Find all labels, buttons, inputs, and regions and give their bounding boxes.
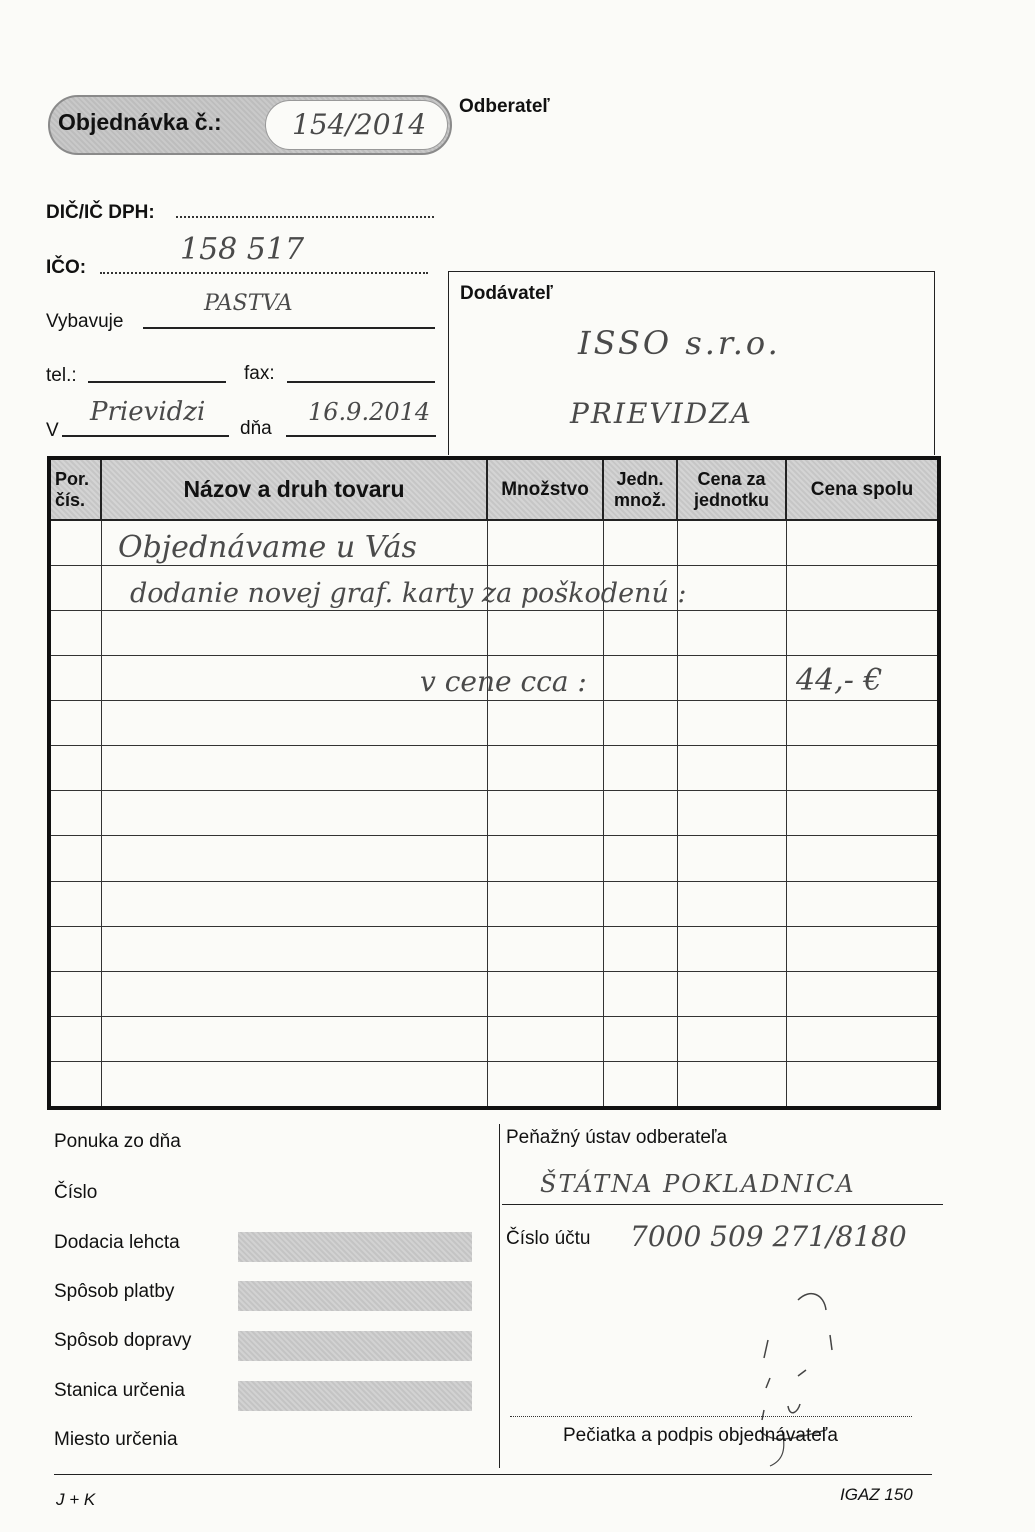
account-value: 7000 509 271/8180 [630,1220,907,1253]
v-label: V [46,420,59,441]
order-title: Objednávka č.: [58,109,222,135]
ponuka-label: Ponuka zo dňa [54,1131,181,1152]
table-row [49,791,939,836]
table-row [49,701,939,746]
supplier-heading: Dodávateľ [460,283,553,304]
table-row [49,971,939,1016]
item-line-3-total: 44,- € [796,663,883,698]
stanica-field [238,1381,472,1411]
bottom-divider [499,1124,500,1468]
tel-label: tel.: [46,365,77,386]
sposob-dopravy-label: Spôsob dopravy [54,1330,192,1351]
table-row [49,1061,939,1108]
supplier-city: PRIEVIDZA [570,397,753,430]
dic-label: DIČ/IČ DPH: [46,202,155,223]
signature-label: Pečiatka a podpis objednávateľa [563,1425,838,1446]
supplier-name: ISSO s.r.o. [578,324,781,362]
bank-value: ŠTÁTNA POKLADNICA [540,1170,856,1198]
table-row [49,881,939,926]
fax-label: fax: [244,363,275,384]
item-line-1: Objednávame u Vás [118,530,417,565]
customer-heading: Odberateľ [459,96,550,117]
footer-right: IGAZ 150 [840,1485,913,1504]
order-number-value: 154/2014 [292,108,427,141]
dna-value: 16.9.2014 [308,398,431,426]
dodacia-label: Dodacia lehcta [54,1232,180,1253]
item-line-3: v cene cca : [420,665,587,698]
col-header-name: Názov a druh tovaru [101,458,487,520]
col-header-unit: Jedn. množ. [603,458,677,520]
sposob-platby-field [238,1281,472,1311]
v-value: Prievidzi [90,397,206,427]
bank-label: Peňažný ústav odberateľa [506,1127,728,1148]
sposob-dopravy-field [238,1331,472,1361]
dna-label: dňa [240,418,272,439]
ico-value: 158 517 [180,232,305,267]
dodacia-field [238,1232,472,1262]
col-header-qty: Množstvo [487,458,603,520]
tel-field [88,366,226,383]
miesto-label: Miesto určenia [54,1429,178,1450]
account-label: Číslo účtu [506,1228,591,1249]
vybavuje-label: Vybavuje [46,311,124,332]
footer-rule [54,1474,932,1475]
table-row [49,836,939,881]
bank-field [502,1190,943,1205]
signature-field [510,1404,912,1417]
table-row [49,611,939,656]
col-header-total: Cena spolu [786,458,939,520]
item-line-2: dodanie novej graf. karty za poškodenú : [130,578,687,609]
table-row [49,926,939,971]
table-row [49,1016,939,1061]
fax-field [287,366,435,383]
col-header-unit-price: Cena za jednotku [677,458,786,520]
sposob-platby-label: Spôsob platby [54,1281,175,1302]
vybavuje-value: PASTVA [204,291,293,316]
footer-left: J + K [56,1490,96,1509]
col-header-num: Por. čís. [49,458,101,520]
table-row [49,746,939,791]
stanica-label: Stanica určenia [54,1380,185,1401]
ico-label: IČO: [46,257,87,278]
cislo-label: Číslo [54,1182,98,1203]
dic-field [176,200,434,218]
